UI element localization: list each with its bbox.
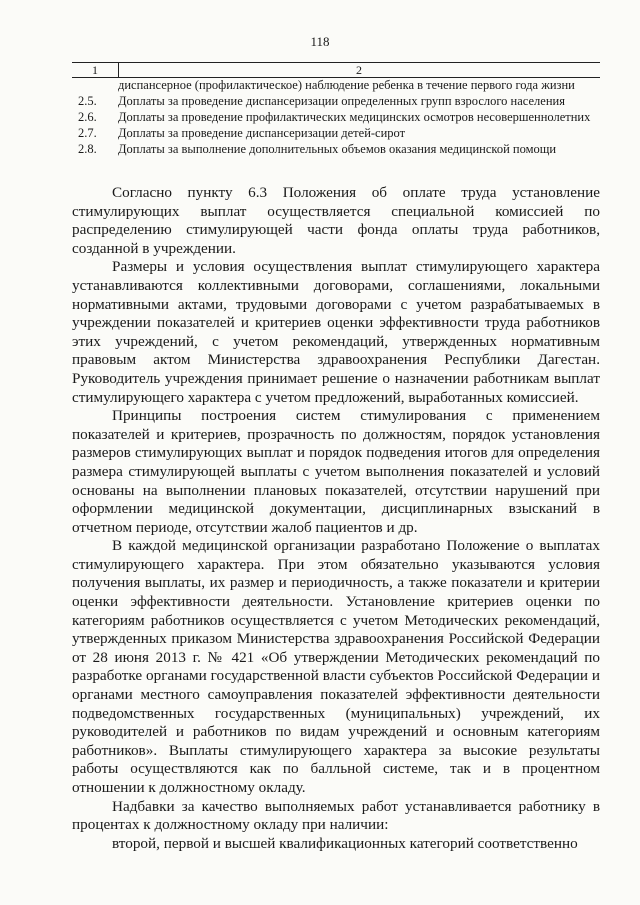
table-row	[72, 142, 600, 156]
page-number: 118	[310, 34, 330, 49]
row-number: 2.8.	[78, 142, 97, 156]
row-text: Доплаты за проведение диспансеризации детей-сирот	[118, 126, 406, 140]
table-row	[72, 126, 600, 140]
paragraph: Надбавки за качество выполняемых работ устанавливается работнику в процентах к должностному окладу при наличии:	[72, 797, 600, 834]
table-header	[72, 62, 600, 78]
paragraph: Согласно пункту 6.3 Положения об оплате труда установление стимулирующих выплат осуществляется специальной комиссией по распределению стимулирующей части фонда оплаты труда работников, созданной в учреждении.	[72, 184, 600, 257]
paragraph: Размеры и условия осуществления выплат стимулирующего характера устанавливаются коллективными договорами, соглашениями, локальными нормативными актами, трудовыми договорами с учетом разрабатываемых в учреждении показателей и критериев оценки эффективности труда работников этих учреждений, с учетом рекомендаций, утвержденных нормативным правовым актом Министерства здравоохранения Республики Дагестан. Руководитель учреждения принимает решение о назначении работникам выплат стимулирующего характера с учетом предложений, выработанных комиссией.	[72, 258, 600, 406]
table-header-col2: 2	[356, 63, 362, 77]
row-number: 2.6.	[78, 110, 97, 124]
table-body	[72, 78, 600, 158]
row-text: Доплаты за проведение профилактических медицинских осмотров несовершеннолетних	[118, 110, 591, 124]
table-row	[72, 94, 600, 108]
paragraph: В каждой медицинской организации разработано Положение о выплатах стимулирующего характера. При этом обязательно указываются условия получения выплаты, их размер и периодичность, а также показатели и критерии оценки эффективности деятельности. Установление критериев оценки по категориям работников осуществляется с учетом Методических рекомендаций, утвержденных приказом Министерства здравоохранения Российской Федерации от 28 июня 2013 г. № 421 «Об утверждении Методических рекомендаций по разработке органами государственной власти субъектов Российской Федерации и органами местного самоуправления показателей эффективности деятельности подведомственных государственных (муниципальных) учреждений, их руководителей и работников по видам учреждений и основным категориям работников». Выплаты стимулирующего характера за высокие результаты работы осуществляются как по балльной системе, так и в процентном отношении к должностному окладу.	[72, 537, 600, 796]
row-text: диспансерное (профилактическое) наблюдение ребенка в течение первого года жизни	[118, 78, 575, 92]
row-text: Доплаты за проведение диспансеризации определенных групп взрослого населения	[118, 94, 565, 108]
table-row	[72, 78, 600, 92]
row-number: 2.5.	[78, 94, 97, 108]
table-row	[72, 110, 600, 124]
row-number: 2.7.	[78, 126, 97, 140]
paragraph: Принципы построения систем стимулирования с применением показателей и критериев, прозрачность по должностям, порядок установления размеров стимулирующих выплат и порядок подведения итогов для определения размера стимулирующей выплаты с учетом выполнения показателей и условий основаны на выполнении плановых показателей, отсутствии нарушений при оформлении медицинской документации, дисциплинарных взысканий в отчетном периоде, отсутствии жалоб пациентов и др.	[72, 407, 600, 536]
body-text	[72, 184, 600, 853]
row-number	[72, 78, 118, 92]
table-header-col1: 1	[72, 63, 119, 77]
paragraph: второй, первой и высшей квалификационных категорий соответственно	[112, 834, 578, 852]
row-text: Доплаты за выполнение дополнительных объемов оказания медицинской помощи	[118, 142, 557, 156]
